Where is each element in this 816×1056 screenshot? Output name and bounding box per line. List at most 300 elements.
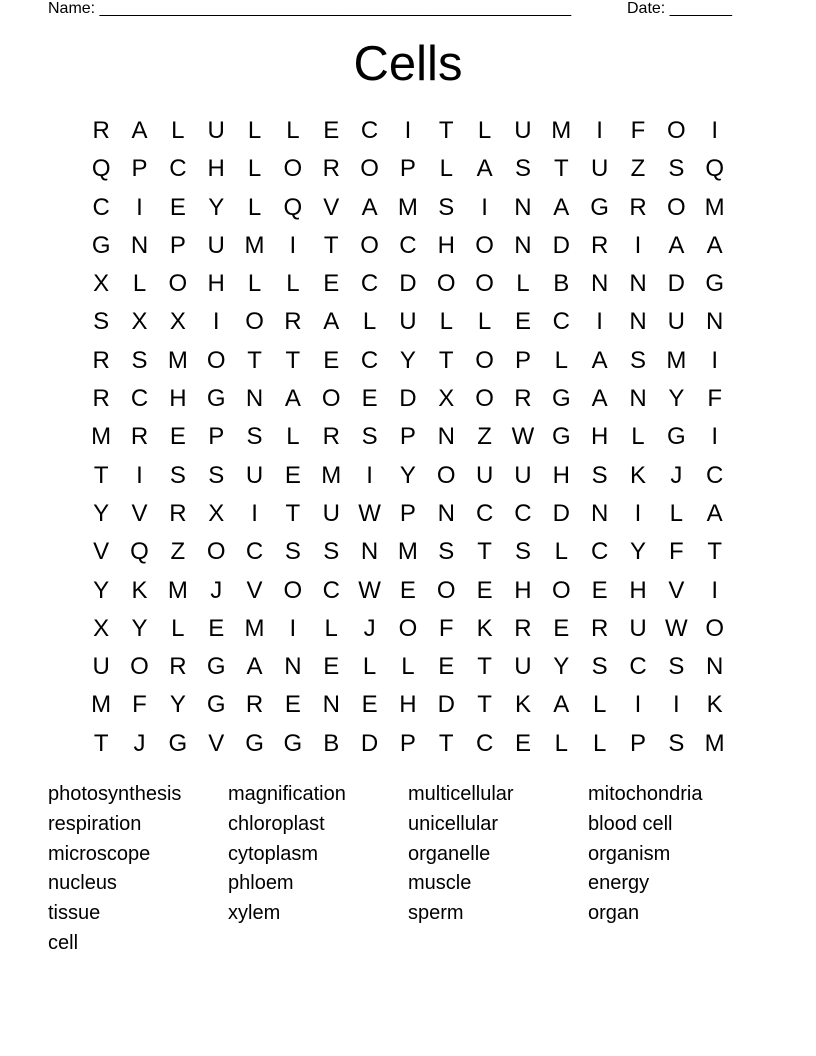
grid-letter[interactable]: G — [168, 729, 188, 757]
grid-letter[interactable]: S — [438, 193, 455, 221]
word-list-item: chloroplast — [228, 812, 325, 835]
grid-letter[interactable]: J — [133, 729, 146, 757]
grid-letter[interactable]: A — [476, 155, 493, 183]
grid-letter[interactable]: R — [514, 385, 532, 413]
grid-letter[interactable]: S — [591, 653, 608, 681]
grid-letter[interactable]: S — [514, 155, 531, 183]
grid-letter[interactable]: T — [707, 538, 722, 566]
grid-letter[interactable]: N — [706, 653, 724, 681]
grid-letter[interactable]: G — [91, 231, 111, 259]
grid-letter[interactable]: B — [553, 270, 570, 298]
grid-letter[interactable]: N — [590, 270, 609, 298]
grid-letter[interactable]: H — [552, 461, 570, 489]
grid-letter[interactable]: U — [399, 308, 417, 336]
grid-letter[interactable]: A — [591, 346, 608, 374]
grid-letter[interactable]: E — [514, 308, 531, 336]
grid-letter[interactable]: W — [665, 614, 688, 642]
grid-letter[interactable]: M — [91, 691, 112, 719]
grid-letter[interactable]: S — [668, 653, 685, 681]
grid-letter[interactable]: L — [247, 117, 262, 144]
grid-letter[interactable]: L — [247, 155, 262, 183]
grid-letter[interactable]: Y — [629, 538, 646, 566]
grid-letter[interactable]: J — [363, 614, 376, 642]
grid-letter[interactable]: Q — [91, 155, 111, 183]
grid-letter[interactable]: I — [634, 499, 642, 527]
grid-letter[interactable]: S — [169, 461, 186, 489]
grid-letter[interactable]: W — [511, 423, 535, 451]
grid-letter[interactable]: V — [323, 193, 340, 221]
grid-letter[interactable]: R — [169, 653, 187, 681]
grid-letter[interactable]: L — [286, 270, 300, 298]
grid-letter[interactable]: X — [169, 308, 186, 336]
grid-letter[interactable]: T — [247, 346, 262, 374]
grid-letter[interactable]: N — [245, 385, 264, 413]
grid-letter[interactable]: L — [477, 308, 492, 336]
grid-letter[interactable]: I — [136, 461, 143, 489]
grid-letter[interactable]: H — [514, 576, 532, 604]
grid-letter[interactable]: X — [93, 614, 110, 642]
grid-letter[interactable]: N — [322, 691, 340, 719]
grid-letter[interactable]: T — [553, 155, 569, 183]
grid-letter[interactable]: N — [590, 499, 609, 527]
grid-letter[interactable]: F — [438, 614, 454, 642]
grid-letter[interactable]: E — [553, 614, 570, 642]
grid-letter[interactable]: I — [711, 423, 718, 451]
grid-letter[interactable]: Z — [630, 155, 646, 183]
grid-letter[interactable]: E — [399, 576, 416, 604]
grid-letter[interactable]: C — [130, 385, 149, 413]
grid-letter[interactable]: M — [704, 729, 725, 757]
grid-letter[interactable]: E — [208, 614, 225, 642]
grid-letter[interactable]: P — [208, 423, 225, 451]
grid-letter[interactable]: L — [554, 538, 568, 566]
grid-letter[interactable]: E — [169, 423, 186, 451]
grid-letter[interactable]: O — [168, 270, 188, 298]
grid-letter[interactable]: O — [206, 346, 226, 374]
grid-letter[interactable]: H — [399, 691, 417, 719]
grid-letter[interactable]: L — [439, 308, 453, 336]
grid-letter[interactable]: P — [399, 155, 416, 183]
grid-letter[interactable]: C — [629, 653, 647, 681]
grid-letter[interactable]: M — [321, 461, 342, 489]
grid-letter[interactable]: L — [286, 117, 300, 144]
grid-letter[interactable]: O — [705, 614, 724, 642]
grid-letter[interactable]: G — [551, 423, 571, 451]
grid-letter[interactable]: I — [212, 308, 220, 336]
grid-letter[interactable]: O — [206, 538, 226, 566]
grid-letter[interactable]: I — [634, 231, 642, 259]
grid-letter[interactable]: T — [438, 117, 454, 144]
grid-letter[interactable]: I — [596, 308, 603, 336]
grid-letter[interactable]: U — [245, 461, 264, 489]
grid-letter[interactable]: T — [93, 729, 109, 757]
grid-row — [82, 533, 734, 571]
grid-letter[interactable]: O — [360, 231, 379, 259]
grid-letter[interactable]: E — [438, 653, 455, 681]
grid-letter[interactable]: C — [475, 499, 494, 527]
grid-letter[interactable]: I — [404, 117, 412, 144]
grid-letter[interactable]: T — [477, 653, 492, 681]
grid-letter[interactable]: X — [438, 385, 455, 413]
grid-letter[interactable]: X — [131, 308, 148, 336]
grid-letter[interactable]: P — [399, 729, 416, 757]
grid-letter[interactable]: C — [360, 346, 379, 374]
grid-letter[interactable]: O — [130, 653, 149, 681]
grid-letter[interactable]: E — [169, 193, 186, 221]
grid-letter[interactable]: A — [668, 231, 685, 259]
grid-letter[interactable]: D — [360, 729, 379, 757]
grid-letter[interactable]: R — [130, 423, 149, 451]
grid-letter[interactable]: H — [207, 270, 225, 298]
grid-letter[interactable]: N — [514, 231, 532, 259]
grid-letter[interactable]: P — [399, 499, 416, 527]
grid-letter[interactable]: I — [366, 461, 373, 489]
grid-letter[interactable]: L — [362, 653, 377, 681]
grid-letter[interactable]: M — [397, 538, 418, 566]
grid-letter[interactable]: L — [401, 653, 415, 681]
word-list-item: muscle — [408, 872, 472, 895]
grid-letter[interactable]: Y — [553, 653, 570, 681]
grid-letter[interactable]: S — [284, 538, 301, 566]
grid-letter[interactable]: E — [284, 461, 301, 489]
grid-letter[interactable]: O — [245, 308, 264, 336]
grid-letter[interactable]: Q — [705, 155, 724, 183]
grid-letter[interactable]: U — [322, 499, 340, 527]
grid-letter[interactable]: Q — [283, 193, 303, 221]
grid-letter[interactable]: V — [208, 729, 225, 757]
word-list-item: tissue — [48, 902, 101, 925]
grid-letter[interactable]: O — [436, 270, 456, 298]
grid-letter[interactable]: M — [666, 346, 687, 374]
grid-letter[interactable]: L — [439, 155, 453, 183]
grid-letter[interactable]: V — [131, 499, 148, 527]
grid-letter[interactable]: U — [667, 308, 685, 336]
grid-letter[interactable]: U — [207, 231, 225, 259]
grid-letter[interactable]: M — [167, 346, 188, 374]
grid-letter[interactable]: G — [206, 385, 226, 413]
grid-letter[interactable]: N — [437, 423, 455, 451]
grid-letter[interactable]: L — [132, 270, 147, 298]
grid-letter[interactable]: T — [285, 499, 301, 527]
grid-letter[interactable]: A — [284, 385, 301, 413]
grid-letter[interactable]: E — [323, 270, 340, 298]
grid-letter[interactable]: O — [398, 614, 418, 642]
grid-letter[interactable]: R — [284, 308, 302, 336]
grid-letter[interactable]: O — [475, 231, 494, 259]
grid-letter[interactable]: F — [132, 691, 147, 719]
grid-letter[interactable]: C — [706, 461, 724, 489]
grid-letter[interactable]: C — [169, 155, 187, 183]
grid-letter[interactable]: M — [167, 576, 188, 604]
grid-letter[interactable]: L — [554, 346, 568, 374]
word-search-grid — [82, 112, 734, 763]
grid-letter[interactable]: N — [629, 270, 647, 298]
grid-letter[interactable]: E — [514, 729, 531, 757]
grid-letter[interactable]: I — [672, 691, 680, 719]
grid-letter[interactable]: X — [93, 270, 110, 298]
grid-letter[interactable]: T — [323, 231, 339, 259]
grid-letter[interactable]: E — [476, 576, 493, 604]
grid-letter[interactable]: S — [629, 346, 646, 374]
grid-letter[interactable]: K — [476, 614, 493, 642]
grid-letter[interactable]: U — [514, 461, 532, 489]
grid-letter[interactable]: U — [475, 461, 494, 489]
grid-letter[interactable]: M — [91, 423, 112, 451]
grid-letter[interactable]: U — [92, 653, 110, 681]
grid-letter[interactable]: I — [481, 193, 488, 221]
grid-letter[interactable]: Y — [131, 614, 148, 642]
grid-letter[interactable]: W — [358, 499, 381, 527]
grid-letter[interactable]: M — [704, 193, 725, 221]
grid-letter[interactable]: C — [590, 538, 609, 566]
grid-letter[interactable]: R — [322, 423, 340, 451]
grid-letter[interactable]: T — [438, 729, 454, 757]
grid-letter[interactable]: N — [437, 499, 455, 527]
grid-letter[interactable]: O — [321, 385, 341, 413]
grid-letter[interactable]: C — [360, 117, 379, 144]
grid-letter[interactable]: A — [361, 193, 378, 221]
grid-letter[interactable]: I — [251, 499, 258, 527]
grid-letter[interactable]: M — [551, 117, 572, 144]
grid-letter[interactable]: D — [552, 231, 570, 259]
grid-letter[interactable]: U — [590, 155, 609, 183]
grid-letter[interactable]: G — [245, 729, 264, 757]
grid-letter[interactable]: V — [668, 576, 685, 604]
grid-letter[interactable]: N — [629, 308, 647, 336]
grid-letter[interactable]: S — [514, 538, 531, 566]
grid-letter[interactable]: R — [245, 691, 264, 719]
grid-letter[interactable]: I — [711, 346, 718, 374]
grid-letter[interactable]: U — [514, 653, 532, 681]
grid-letter[interactable]: O — [475, 346, 494, 374]
grid-letter[interactable]: G — [206, 691, 226, 719]
grid-letter[interactable]: J — [210, 576, 223, 604]
grid-letter[interactable]: O — [283, 576, 303, 604]
grid-letter[interactable]: L — [247, 193, 262, 221]
grid-letter[interactable]: F — [707, 385, 722, 413]
grid-letter[interactable]: Z — [477, 423, 492, 451]
grid-letter[interactable]: L — [516, 270, 530, 298]
grid-letter[interactable]: T — [477, 538, 492, 566]
grid-letter[interactable]: G — [705, 270, 724, 298]
grid-letter[interactable]: S — [438, 538, 455, 566]
grid-letter[interactable]: O — [436, 576, 456, 604]
grid-letter[interactable]: R — [92, 117, 110, 144]
word-list-item: cytoplasm — [228, 842, 319, 865]
grid-letter[interactable]: M — [244, 614, 265, 642]
grid-letter[interactable]: G — [666, 423, 686, 451]
grid-letter[interactable]: T — [477, 691, 492, 719]
grid-letter[interactable]: R — [92, 385, 110, 413]
grid-letter[interactable]: Y — [399, 346, 416, 374]
date-field[interactable]: Date: _______ — [627, 0, 732, 17]
grid-letter[interactable]: R — [590, 614, 609, 642]
grid-letter[interactable]: I — [711, 117, 718, 144]
grid-letter[interactable]: O — [283, 155, 303, 183]
grid-letter[interactable]: R — [629, 193, 647, 221]
grid-letter[interactable]: C — [245, 538, 264, 566]
grid-letter[interactable]: J — [670, 461, 683, 489]
grid-letter[interactable]: M — [397, 193, 418, 221]
grid-letter[interactable]: C — [552, 308, 570, 336]
grid-letter[interactable]: F — [630, 117, 646, 144]
grid-letter[interactable]: L — [669, 499, 683, 527]
grid-letter[interactable]: R — [92, 346, 110, 374]
grid-letter[interactable]: N — [130, 231, 149, 259]
grid-letter[interactable]: O — [551, 576, 571, 604]
grid-letter[interactable]: N — [706, 308, 724, 336]
grid-letter[interactable]: H — [207, 155, 225, 183]
grid-letter[interactable]: S — [591, 461, 608, 489]
grid-letter[interactable]: P — [514, 346, 531, 374]
grid-letter[interactable]: A — [553, 193, 570, 221]
grid-letter[interactable]: Y — [93, 576, 110, 604]
grid-letter[interactable]: R — [590, 231, 609, 259]
grid-letter[interactable]: X — [208, 499, 225, 527]
grid-letter[interactable]: C — [514, 499, 532, 527]
grid-letter[interactable]: P — [131, 155, 148, 183]
grid-letter[interactable]: A — [553, 691, 570, 719]
grid-letter[interactable]: Z — [170, 538, 186, 566]
grid-letter[interactable]: G — [551, 385, 571, 413]
grid-letter[interactable]: Y — [399, 461, 416, 489]
grid-letter[interactable]: B — [323, 729, 340, 757]
grid-letter[interactable]: K — [514, 691, 531, 719]
grid-letter[interactable]: O — [360, 155, 379, 183]
grid-letter[interactable]: N — [284, 653, 302, 681]
grid-letter[interactable]: G — [206, 653, 226, 681]
name-field[interactable]: Name: _____________________________________________________ — [48, 0, 572, 17]
grid-letter[interactable]: S — [323, 538, 340, 566]
grid-letter[interactable]: Y — [668, 385, 685, 413]
grid-letter[interactable]: W — [358, 576, 381, 604]
grid-letter[interactable]: K — [706, 691, 723, 719]
grid-letter[interactable]: M — [244, 231, 265, 259]
grid-letter[interactable]: D — [552, 499, 570, 527]
word-list-item: mitochondria — [588, 783, 703, 805]
grid-letter[interactable]: S — [668, 155, 685, 183]
word-list-item: sperm — [408, 902, 464, 925]
grid-letter[interactable]: L — [171, 614, 185, 642]
grid-letter[interactable]: C — [475, 729, 494, 757]
grid-letter[interactable]: R — [322, 155, 340, 183]
grid-letter[interactable]: P — [399, 423, 416, 451]
grid-letter[interactable]: L — [554, 729, 568, 757]
grid-letter[interactable]: K — [131, 576, 148, 604]
grid-letter[interactable]: T — [93, 461, 109, 489]
word-list-item: magnification — [228, 783, 346, 805]
grid-letter[interactable]: U — [514, 117, 532, 144]
grid-letter[interactable]: L — [171, 117, 185, 144]
grid-letter[interactable]: L — [477, 117, 492, 144]
grid-letter[interactable]: D — [437, 691, 455, 719]
grid-letter[interactable]: E — [323, 346, 340, 374]
grid-letter[interactable]: E — [361, 691, 378, 719]
grid-letter[interactable]: H — [169, 385, 187, 413]
grid-letter[interactable]: D — [399, 270, 417, 298]
grid-letter[interactable]: V — [93, 538, 110, 566]
grid-letter[interactable]: P — [629, 729, 646, 757]
grid-letter[interactable]: L — [362, 308, 377, 336]
grid-letter[interactable]: Y — [169, 691, 186, 719]
grid-letter[interactable]: S — [668, 729, 685, 757]
grid-letter[interactable]: R — [514, 614, 532, 642]
grid-letter[interactable]: E — [323, 117, 340, 144]
grid-letter[interactable]: A — [246, 653, 263, 681]
grid-letter[interactable]: G — [590, 193, 609, 221]
grid-letter[interactable]: Y — [208, 193, 225, 221]
grid-letter[interactable]: E — [323, 653, 340, 681]
grid-letter[interactable]: U — [207, 117, 225, 144]
grid-letter[interactable]: O — [666, 193, 686, 221]
grid-letter[interactable]: Q — [130, 538, 149, 566]
grid-letter[interactable]: E — [284, 691, 301, 719]
grid-letter[interactable]: E — [591, 576, 608, 604]
grid-letter[interactable]: F — [668, 538, 684, 566]
grid-letter[interactable]: Y — [93, 499, 110, 527]
grid-letter[interactable]: O — [475, 385, 494, 413]
grid-letter[interactable]: K — [629, 461, 646, 489]
grid-letter[interactable]: O — [436, 461, 456, 489]
grid-letter[interactable]: C — [360, 270, 379, 298]
grid-letter[interactable]: N — [360, 538, 379, 566]
grid-letter[interactable]: A — [131, 117, 148, 144]
grid-letter[interactable]: S — [361, 423, 378, 451]
grid-letter[interactable]: S — [208, 461, 225, 489]
grid-letter[interactable]: O — [666, 117, 686, 144]
grid-letter[interactable]: A — [323, 308, 340, 336]
grid-letter[interactable]: I — [711, 576, 718, 604]
grid-letter[interactable]: A — [591, 385, 608, 413]
grid-letter[interactable]: D — [667, 270, 685, 298]
grid-letter[interactable]: H — [629, 576, 647, 604]
grid-letter[interactable]: H — [590, 423, 609, 451]
grid-letter[interactable]: T — [285, 346, 301, 374]
grid-letter[interactable]: I — [136, 193, 143, 221]
grid-letter[interactable]: C — [322, 576, 340, 604]
grid-letter[interactable]: I — [289, 231, 297, 259]
grid-letter[interactable]: O — [475, 270, 494, 298]
grid-letter[interactable]: G — [283, 729, 303, 757]
grid-letter[interactable]: E — [361, 385, 378, 413]
grid-letter[interactable]: H — [437, 231, 455, 259]
grid-letter[interactable]: L — [592, 691, 607, 719]
grid-letter[interactable]: R — [169, 499, 187, 527]
grid-letter[interactable]: D — [399, 385, 417, 413]
grid-letter[interactable]: N — [514, 193, 532, 221]
grid-letter[interactable]: I — [634, 691, 642, 719]
grid-letter[interactable]: L — [592, 729, 607, 757]
grid-letter[interactable]: L — [324, 614, 338, 642]
grid-letter[interactable]: S — [246, 423, 263, 451]
grid-letter[interactable]: N — [629, 385, 647, 413]
grid-letter[interactable]: S — [131, 346, 148, 374]
grid-letter[interactable]: L — [631, 423, 645, 451]
grid-letter[interactable]: A — [706, 499, 723, 527]
grid-letter[interactable]: I — [289, 614, 297, 642]
grid-letter[interactable]: U — [629, 614, 647, 642]
grid-letter[interactable]: C — [399, 231, 417, 259]
grid-letter[interactable]: L — [247, 270, 262, 298]
grid-letter[interactable]: T — [438, 346, 454, 374]
grid-letter[interactable]: S — [93, 308, 110, 336]
grid-letter[interactable]: P — [169, 231, 186, 259]
grid-letter[interactable]: C — [92, 193, 110, 221]
grid-letter[interactable]: I — [596, 117, 603, 144]
grid-letter[interactable]: V — [246, 576, 263, 604]
grid-letter[interactable]: L — [286, 423, 300, 451]
grid-letter[interactable]: A — [706, 231, 723, 259]
